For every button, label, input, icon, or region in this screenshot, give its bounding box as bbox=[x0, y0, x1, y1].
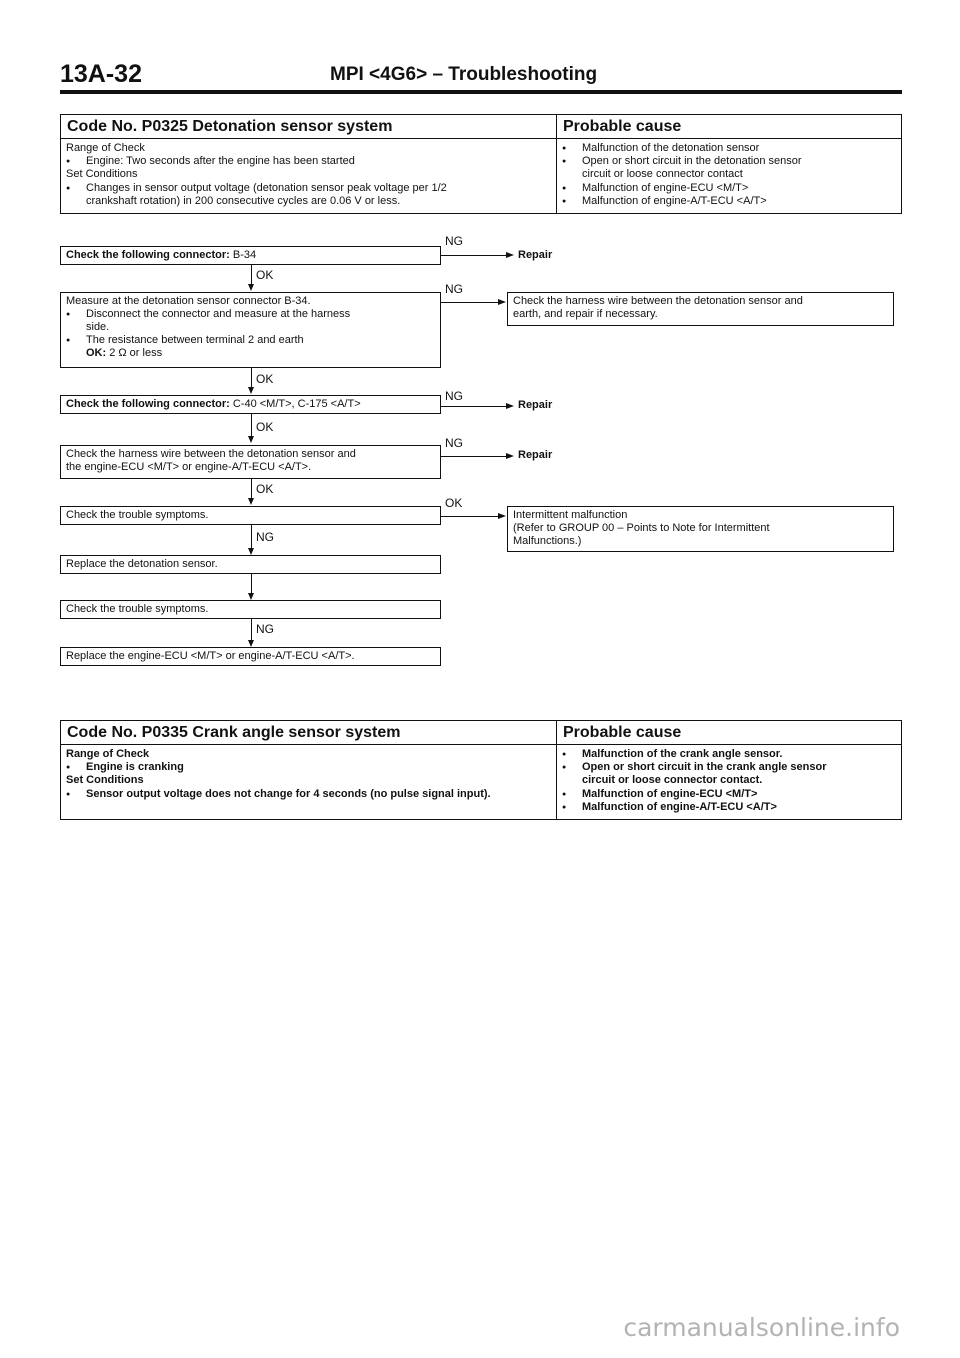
code-heading: Code No. P0325 Detonation sensor system bbox=[61, 115, 557, 138]
step-check-trouble-symptoms-2: Check the trouble symptoms. bbox=[60, 600, 441, 619]
page-title: MPI <4G6> – Troubleshooting bbox=[330, 64, 598, 85]
cause-item: ● Malfunction of engine-A/T-ECU <A/T> bbox=[562, 801, 896, 814]
ng-label: NG bbox=[445, 389, 463, 403]
cause-item: ● Malfunction of engine-ECU <M/T> bbox=[562, 182, 896, 195]
step-check-connector-c40-c175: Check the following connector: C-40 <M/T>, C-175 <A/T> bbox=[60, 395, 441, 414]
cause-item: ● Open or short circuit in the detonation sensor bbox=[562, 155, 896, 168]
ng-label: NG bbox=[256, 530, 274, 544]
arrow-down-icon bbox=[248, 498, 254, 505]
ng-connector bbox=[441, 456, 507, 457]
step-check-trouble-symptoms: Check the trouble symptoms. bbox=[60, 506, 441, 525]
ng-label: NG bbox=[445, 436, 463, 450]
ok-label: OK bbox=[445, 496, 463, 510]
ok-label: OK bbox=[256, 268, 274, 282]
arrow-down-icon bbox=[248, 548, 254, 555]
cause-item-cont: circuit or loose connector contact. bbox=[582, 774, 763, 787]
flow-connector bbox=[251, 525, 252, 550]
set-item: ● Sensor output voltage does not change for 4 seconds (no pulse signal input). bbox=[66, 788, 551, 801]
cause-item: ● Malfunction of engine-A/T-ECU <A/T> bbox=[562, 195, 896, 208]
code-heading: Code No. P0335 Crank angle sensor system bbox=[61, 721, 557, 744]
flow-connector bbox=[251, 368, 252, 389]
arrow-down-icon bbox=[248, 436, 254, 443]
page-number: 13A-32 bbox=[60, 60, 142, 88]
side-intermittent-malfunction: Intermittent malfunction (Refer to GROUP 00 – Points to Note for Intermittent Malfunctions.) bbox=[507, 506, 894, 552]
arrow-right-icon bbox=[506, 252, 514, 258]
step-check-harness-ecu: Check the harness wire between the detonation sensor and the engine-ECU <M/T> or engine-A/T-ECU <A/T>. bbox=[60, 445, 441, 479]
cause-item: ● Open or short circuit in the crank angle sensor bbox=[562, 761, 896, 774]
arrow-down-icon bbox=[248, 387, 254, 394]
arrow-right-icon bbox=[498, 299, 506, 305]
watermark: carmanualsonline.info bbox=[623, 1313, 900, 1342]
cause-item: ● Malfunction of the crank angle sensor. bbox=[562, 748, 896, 761]
cause-item: ● Malfunction of the detonation sensor bbox=[562, 142, 896, 155]
arrow-down-icon bbox=[248, 593, 254, 600]
arrow-right-icon bbox=[506, 453, 514, 459]
range-item: ● Engine is cranking bbox=[66, 761, 551, 774]
set-item-cont: crankshaft rotation) in 200 consecutive cycles are 0.06 V or less. bbox=[86, 194, 401, 207]
ok-label: OK bbox=[256, 372, 274, 386]
range-label: Range of Check bbox=[66, 142, 145, 154]
arrow-right-icon bbox=[498, 513, 506, 519]
side-check-harness-earth: Check the harness wire between the detonation sensor and earth, and repair if necessary. bbox=[507, 292, 894, 326]
cause-item-cont: circuit or loose connector contact bbox=[582, 168, 743, 181]
ng-label: NG bbox=[445, 282, 463, 296]
arrow-right-icon bbox=[506, 403, 514, 409]
step-check-connector-b34: Check the following connector: B-34 bbox=[60, 246, 441, 265]
ng-label: NG bbox=[445, 234, 463, 248]
flow-connector bbox=[251, 619, 252, 642]
step-measure-b34: Measure at the detonation sensor connector B-34. ● Disconnect the connector and measure at the harness side. ● The resistance between terminal 2 and earth OK: 2 Ω or less bbox=[60, 292, 441, 368]
flow-connector bbox=[251, 574, 252, 594]
step-replace-detonation-sensor: Replace the detonation sensor. bbox=[60, 555, 441, 574]
step-replace-ecu: Replace the engine-ECU <M/T> or engine-A/T-ECU <A/T>. bbox=[60, 647, 441, 666]
arrow-down-icon bbox=[248, 640, 254, 647]
set-label: Set Conditions bbox=[66, 774, 144, 787]
ng-connector bbox=[441, 406, 507, 407]
set-label: Set Conditions bbox=[66, 168, 138, 181]
code-table-p0325 bbox=[60, 114, 902, 214]
code-table-p0335 bbox=[60, 720, 902, 820]
ng-label: NG bbox=[256, 622, 274, 636]
range-item: ● Engine: Two seconds after the engine has been started bbox=[66, 155, 551, 168]
flow-connector bbox=[251, 479, 252, 500]
repair-label: Repair bbox=[518, 449, 553, 461]
header-rule bbox=[60, 90, 902, 94]
ok-label: OK bbox=[256, 482, 274, 496]
cause-heading: Probable cause bbox=[563, 118, 682, 135]
set-item: ● Changes in sensor output voltage (detonation sensor peak voltage per 1/2 bbox=[66, 182, 551, 195]
arrow-down-icon bbox=[248, 284, 254, 291]
ok-connector bbox=[441, 516, 499, 517]
repair-label: Repair bbox=[518, 399, 553, 411]
range-label: Range of Check bbox=[66, 748, 150, 760]
cause-item: ● Malfunction of engine-ECU <M/T> bbox=[562, 788, 896, 801]
flow-connector bbox=[251, 414, 252, 438]
flow-connector bbox=[251, 265, 252, 285]
ng-connector bbox=[441, 302, 499, 303]
ng-connector bbox=[441, 255, 507, 256]
ok-label: OK bbox=[256, 420, 274, 434]
cause-heading: Probable cause bbox=[563, 724, 682, 741]
repair-label: Repair bbox=[518, 249, 553, 261]
